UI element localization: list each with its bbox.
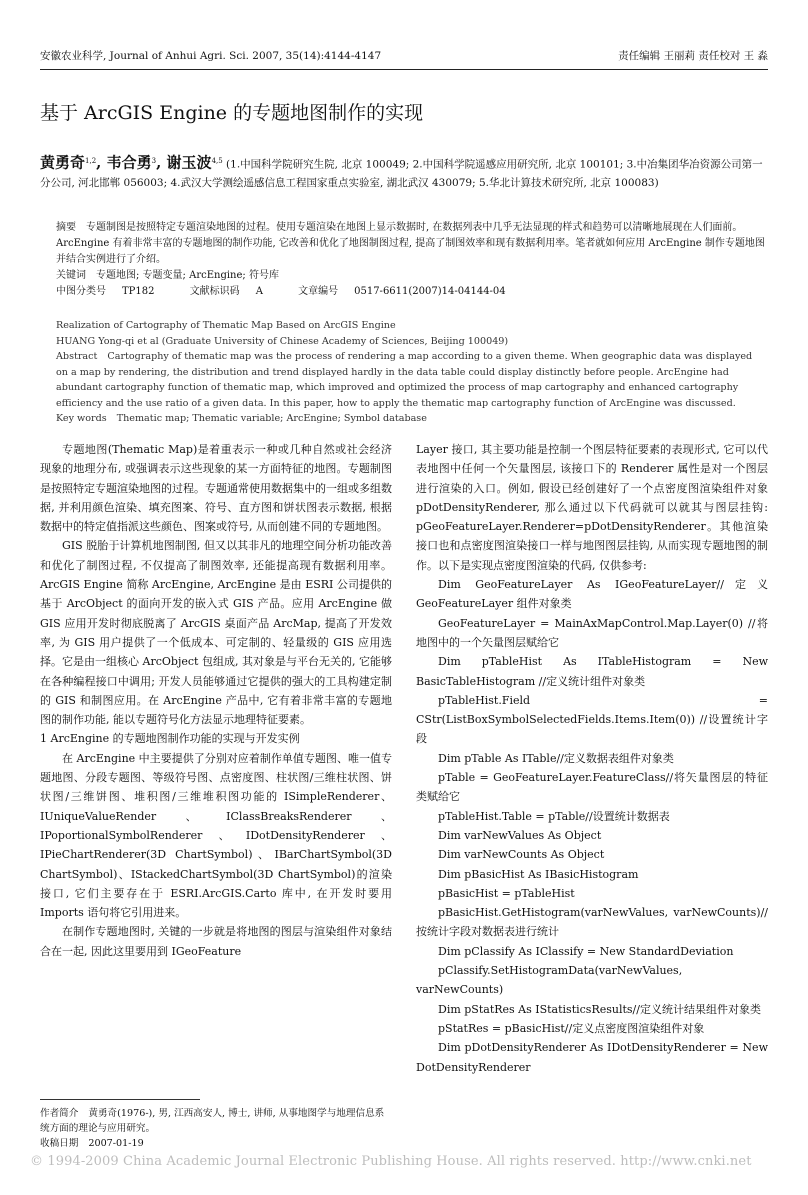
code-line: Dim pDotDensityRenderer As IDotDensityRenderer = New DotDensityRenderer [416,1041,768,1074]
body-paragraph: 专题地图(Thematic Map)是着重表示一种或几种自然或社会经济现象的地理分布, 或强调表示这些现象的某一方面特征的地图。专题制图是按照特定专题渲染地图的过程。专题通常使用数据集中的一组或多组数据, 并利用颜色渲染、填充图案、符号、直方图和饼状图表示数据, 根据数据中的特定值指派这些颜色、图案或符号, 从而创建不同的专题地图。 [40,443,392,534]
footnote [40,1106,392,1151]
code-line: Dim pTable As ITable//定义数据表组件对象类 [438,751,674,765]
copyright-watermark: © 1994-2009 China Academic Journal Electronic Publishing House. All rights reserved. http://www.cnki.net [30,1154,752,1169]
keywords-text: 专题地图; 专题变量; ArcEngine; 符号库 [96,270,279,281]
article-number-label: 文章编号 [298,286,339,297]
classification-line [56,284,766,300]
abstract-text: 专题制图是按照特定专题渲染地图的过程。使用专题渲染在地图上显示数据时, 在数据列表中几乎无法显现的样式和趋势可以清晰地展现在人们面前。ArcEngine 有着非常丰富的专题地图的制作功能, 它改善和优化了地图制图过程, 提高了制图效率和现有数据利用率。笔者就如何应用 ArcEngine 制作专题地图并结合实例进行了介绍。 [56,222,765,265]
article-title: 基于 ArcGIS Engine 的专题地图制作的实现 [40,102,424,124]
author-affil-mark: 4,5 [211,157,223,165]
author-block: 黄勇奇$^{1,2}$, 韦合勇$^3$, 谢玉波$^{4,5}$ (1.中国科学院研究生院, 北京 100049; 2.中国科学院遥感应用研究所, 北京 100101; 3.中冶集团华冶资源公司第一分公司, 河北邯郸 056003; 4.武汉大学测绘遥感信息工程国家重点实验室, 湖北武汉 430079; 5.华北计算技术研究所, 北京 100083) [40,153,763,189]
english-authors: HUANG Yong-qi et al (Graduate University of Chinese Academy of Sciences, Beijing 100049) [56,335,509,347]
code-line: GeoFeatureLayer = MainAxMapControl.Map.Layer(0) //将地图中的一个矢量图层赋给它 [416,616,768,649]
english-abstract-label: Abstract [56,351,98,362]
author-name: 黄勇奇 [40,153,86,172]
code-line: pStatRes = pBasicHist//定义点密度图渲染组件对象 [438,1021,705,1035]
code-line: Dim pClassify As IClassify = New StandardDeviation [438,944,734,958]
code-line: pClassify.SetHistogramData(varNewValues, varNewCounts) [416,964,683,997]
english-keywords-label: Key words [56,413,107,424]
author-name: 韦合勇 [106,153,152,172]
author-affil-mark: 3 [151,157,157,165]
article-number-value: 0517-6611(2007)14-04144-04 [354,286,506,297]
journal-citation: 安徽农业科学, Journal of Anhui Agri. Sci. 2007, 35(14):4144-4147 [40,50,382,62]
body-paragraph: Layer 接口, 其主要功能是控制一个图层特征要素的表现形式, 它可以代表地图中任何一个矢量图层, 该接口下的 Renderer 属性是对一个图层进行渲染的入口。例如, 假设已经创建好了一个点密度图渲染组件对象 pDotDensityRenderer, 那么通过以下代码就可以就其与图层挂钩: pGeoFeatureLayer.Renderer=pDotDensityRenderer。其他渲染接口也和点密度图渲染接口一样与地图图层挂钩, 从而实现专题地图的制作。以下是实现点密度图渲染的代码, 仅供参考: [416,443,768,572]
running-header [40,48,768,68]
code-line: pTableHist.Table = pTable//设置统计数据表 [438,809,670,823]
english-title: Realization of Cartography of Thematic Map Based on ArcGIS Engine [56,320,396,331]
body-paragraph: 在 ArcEngine 中主要提供了分别对应着制作单值专题图、唯一值专题地图、分段专题图、等级符号图、点密度图、柱状图/三维柱状图、饼状图/三维饼图、堆积图/三维堆积图功能的 ISimpleRenderer、IUniqueValueRender、IClassBreaksRenderer、IPoportionalSymbolRenderer、IDotDensityRenderer、IPieChartRenderer(3D ChartSymbol)、IBarChartSymbol(3D ChartSymbol)、IStackedChartSymbol(3D ChartSymbol)的渲染接口, 它们主要存在于 ESRI.ArcGIS.Carto 库中, 在开发时要用 Imports 语句将它引用进来。 [40,751,392,920]
bio-text: 黄勇奇(1976-), 男, 江西高安人, 博士, 讲师, 从事地图学与地理信息系统方面的理论与应用研究。 [40,1108,385,1134]
header-rule [40,69,768,70]
english-abstract-text: Cartography of thematic map was the process of rendering a map according to a given theme. When geographic data was displayed on a map by rendering, the distribution and trend displayed hardly in the data table could display distinctly before people. ArcEngine had abundant cartography function of thematic map, which improved and optimized the process of map cartography and enhanced cartography efficiency and the use ratio of a given data. In this paper, how to apply the thematic map cartography function of ArcEngine was discussed. [56,351,753,409]
body-paragraph: 在制作专题地图时, 关键的一步就是将地图的图层与渲染组件对象结合在一起, 因此这里要用到 IGeoFeature [40,925,392,958]
body-column-right [416,440,768,1077]
keywords-label: 关键词 [56,270,86,281]
code-line: pBasicHist = pTableHist [438,886,575,900]
code-line: pBasicHist.GetHistogram(varNewValues, varNewCounts)//按统计字段对数据表进行统计 [416,906,768,939]
code-line: Dim GeoFeatureLayer As IGeoFeatureLayer//定义 GeoFeatureLayer 组件对象类 [416,578,768,611]
received-date: 2007-01-19 [88,1138,144,1149]
doc-code-label: 文献标识码 [189,286,240,297]
code-line: pTableHist.Field = CStr(ListBoxSymbolSelectedFields.Items.Item(0)) //设置统计字段 [416,693,768,746]
abstract-label: 摘要 [56,222,76,233]
clc-label: 中图分类号 [56,286,106,297]
code-line: Dim pBasicHist As IBasicHistogram [438,867,639,881]
english-keywords-text: Thematic map; Thematic variable; ArcEngine; Symbol database [116,413,427,424]
chinese-abstract [56,220,766,300]
code-line: Dim varNewValues As Object [438,828,602,842]
clc-value: TP182 [122,286,155,297]
author-affiliations: (1.中国科学院研究生院, 北京 100049; 2.中国科学院遥感应用研究所, 北京 100101; 3.中冶集团华冶资源公司第一分公司, 河北邯郸 056003; 4.武汉大学测绘遥感信息工程国家重点实验室, 湖北武汉 430079; 5.华北计算技术研究所, 北京 100083) [40,158,763,189]
footnote-rule [40,1099,200,1100]
body-column-left [40,440,392,961]
doc-code-value: A [255,286,263,297]
code-line: Dim pTableHist As ITableHistogram = New BasicTableHistogram //定义统计组件对象类 [416,655,768,688]
editor-credits: 责任编辑 王丽莉 责任校对 王 淼 [618,50,768,62]
body-paragraph: GIS 脱胎于计算机地图制图, 但又以其非凡的地理空间分析功能改善和优化了制图过程, 不仅提高了制图效率, 还能提高现有数据利用率。ArcGIS Engine 简称 ArcEngine, ArcEngine 是由 ESRI 公司提供的基于 ArcObject 的面向开发的嵌入式 GIS 产品。应用 ArcEngine 做 GIS 应用开发时彻底脱离了 ArcGIS 桌面产品 ArcMap, 提高了开发效率, 为 GIS 用户提供了一个低成本、可定制的、轻量级的 GIS 应用选择。它是由一组核心 ArcObject 包组成, 其对象是与平台无关的, 它能够在各种编程接口中调用; 开发人员能够通过它提供的强大的工具构建定制的 GIS 和制图应用。在 ArcEngine 产品中, 它有着非常丰富的专题地图的制作功能, 能以专题符号化方法显示地理特征要素。 [40,539,392,727]
section-heading: 1 ArcEngine 的专题地图制作功能的实现与开发实例 [40,732,300,746]
bio-label: 作者简介 [40,1108,79,1119]
received-date-label: 收稿日期 [40,1138,79,1149]
code-line: pTable = GeoFeatureLayer.FeatureClass//将矢量图层的特征类赋给它 [416,771,768,804]
code-line: Dim pStatRes As IStatisticsResults//定义统计结果组件对象类 [438,1002,761,1016]
author-name: 谢玉波 [166,153,212,172]
code-line: Dim varNewCounts As Object [438,848,605,862]
english-abstract [56,318,766,427]
author-affil-mark: 1,2 [85,157,97,165]
